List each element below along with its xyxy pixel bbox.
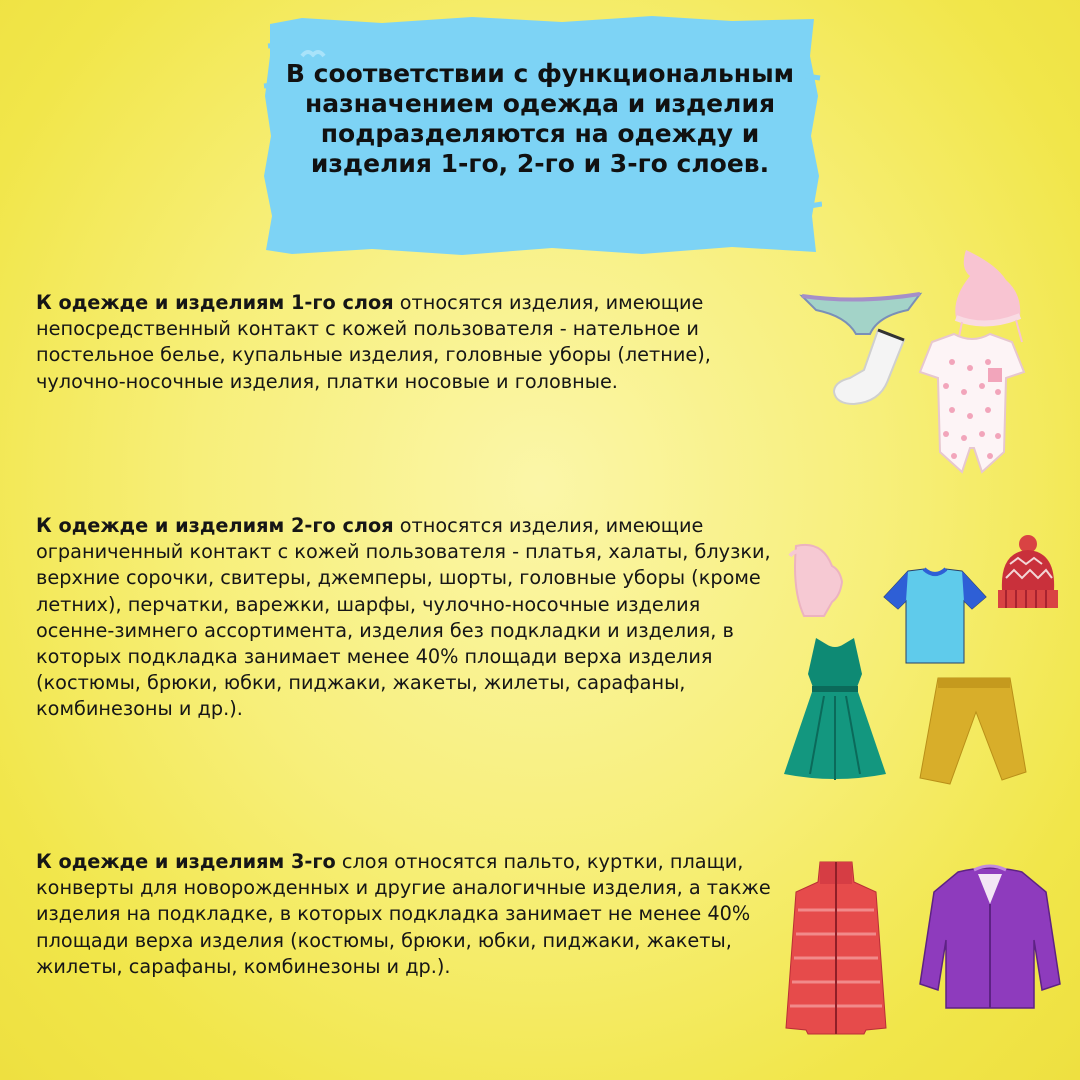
section-layer-1	[36, 290, 781, 395]
page-title: В соответствии с функциональным назначением одежда и изделия подразделяются на одежду и изделия 1-го, 2-го и 3-го слоев.	[285, 59, 795, 178]
knit-hat-icon	[994, 534, 1062, 612]
section-layer-3	[36, 849, 781, 980]
romper-icon	[912, 322, 1032, 482]
section-layer-2	[36, 513, 781, 723]
dress-icon	[780, 634, 890, 784]
puffer-jacket-icon	[784, 858, 888, 1038]
section-2-text: относятся изделия, имеющие ограниченный контакт с кожей пользователя - платья, халаты, блузки, верхние сорочки, свитеры, джемперы, шорты, головные уборы (кроме летних), перчатки, варежки, шарфы, чулочно-носочные изделия осенне-зимнего ассортимента, изделия без подкладки и изделия, в которых подкладка занимает менее 40% площади верха изделия (костюмы, брюки, юбки, пиджаки, жакеты, жилеты, сарафаны, комбинезоны и др.).	[36, 514, 771, 721]
section-2-heading: К одежде и изделиям 2-го слоя	[36, 514, 394, 537]
tshirt-icon	[880, 565, 990, 665]
title-banner	[262, 16, 822, 256]
section-1-text: относятся изделия, имеющие непосредственный контакт с кожей пользователя - нательное и постельное белье, купальные изделия, головные уборы (летние), чулочно-носочные изделия, платки носовые и головные.	[36, 291, 711, 393]
section-3-heading: К одежде и изделиям 3-го	[36, 850, 336, 873]
coat-icon	[918, 864, 1064, 1014]
mitten-icon	[782, 540, 852, 620]
pants-icon	[914, 672, 1032, 790]
section-1-heading: К одежде и изделиям 1-го слоя	[36, 291, 394, 314]
sock-icon	[828, 322, 914, 408]
section-3-text: слоя относятся пальто, куртки, плащи, конверты для новорожденных и другие аналогичные изделия, а также изделия на подкладке, в которых подкладка занимает не менее 40% площади верха изделия (костюмы, брюки, юбки, пиджаки, жакеты, жилеты, сарафаны, комбинезоны и др.).	[36, 850, 771, 978]
